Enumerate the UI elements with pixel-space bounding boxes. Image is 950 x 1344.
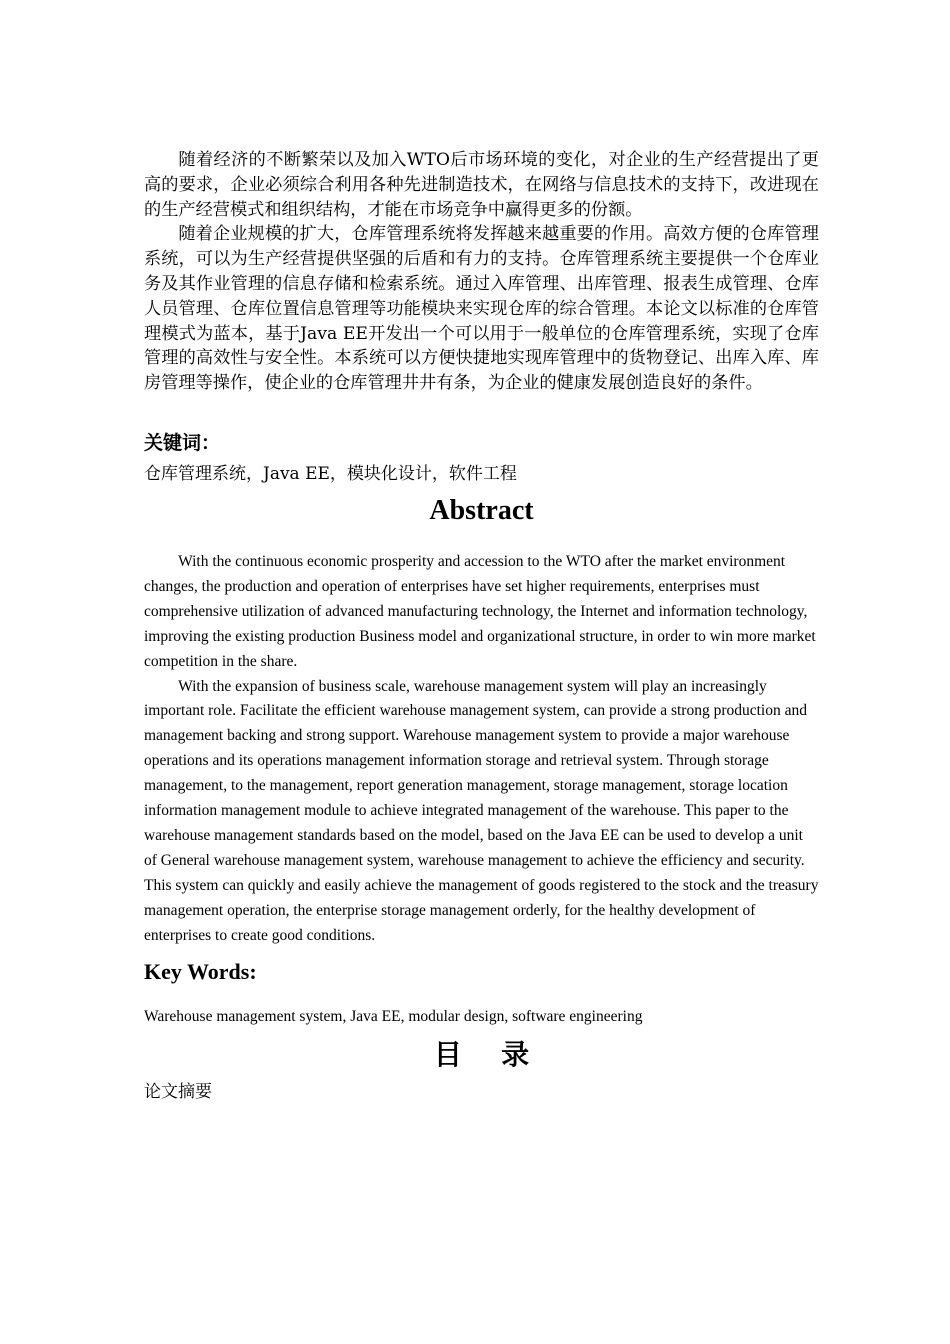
table-of-contents — [144, 1038, 819, 1104]
chinese-keywords: 仓库管理系统，Java EE，模块化设计，软件工程 — [144, 463, 517, 484]
toc-title: 目录 — [433, 1038, 569, 1072]
chinese-abstract-paragraph-1: 随着经济的不断繁荣以及加入WTO后市场环境的变化，对企业的生产经营提出了更高的要求，企业必须综合利用各种先进制造技术，在网络与信息技术的支持下，改进现在的生产经营模式和组织结构，才能在市场竞争中赢得更多的份额。 — [144, 150, 819, 220]
english-abstract-paragraph-1: With the continuous economic prosperity and accession to the WTO after the market environment changes, the production and operation of enterprises have set higher requirements, enterprises must comprehensive utilization of advanced manufacturing technology, the Internet and information technology, improving the existing production Business model and organizational structure, in order to win more market competition in the share. — [144, 552, 816, 670]
chinese-keywords-heading: 关键词： — [144, 431, 221, 454]
english-keywords-heading: Key Words: — [144, 959, 257, 985]
chinese-abstract-paragraph-2: 随着企业规模的扩大，仓库管理系统将发挥越来越重要的作用。高效方便的仓库管理系统，可以为生产经营提供坚强的后盾和有力的支持。仓库管理系统主要提供一个仓库业务及其作业管理的信息存储和检索系统。通过入库管理、出库管理、报表生成管理、仓库人员管理、仓库位置信息管理等功能模块来实现仓库的综合管理。本论文以标准的仓库管理模式为蓝本，基于Java EE开发出一个可以用于一般单位的仓库管理系统，实现了仓库管理的高效性与安全性。本系统可以方便快捷地实现库管理中的货物登记、出库入库、库房管理等操作，使企业的仓库管理井井有条，为企业的健康发展创造良好的条件。 — [144, 224, 819, 394]
toc-item[interactable]: 论文摘要 — [144, 1082, 212, 1103]
document-page — [144, 148, 819, 1104]
english-keywords: Warehouse management system, Java EE, modular design, software engineering — [144, 1008, 643, 1026]
abstract-title: Abstract — [429, 494, 534, 526]
chinese-abstract — [144, 148, 819, 486]
english-abstract-paragraph-2: With the expansion of business scale, warehouse management system will play an increasingly important role. Facilitate the efficient warehouse management system, can provide a strong production and management backing and strong support. Warehouse management system to provide a major warehouse operations and its operations management information storage and retrieval system. Through storage management, to the management, report generation management, storage management, storage location information management module to achieve integrated management of the warehouse. This paper to the warehouse management standards based on the model, based on the Java EE can be used to develop a unit of General warehouse management system, warehouse management to achieve the efficiency and security. This system can quickly and easily achieve the management of goods registered to the stock and the treasury management operation, the enterprise storage management orderly, for the healthy development of enterprises to create good conditions. — [144, 677, 819, 944]
english-abstract — [144, 494, 819, 1029]
